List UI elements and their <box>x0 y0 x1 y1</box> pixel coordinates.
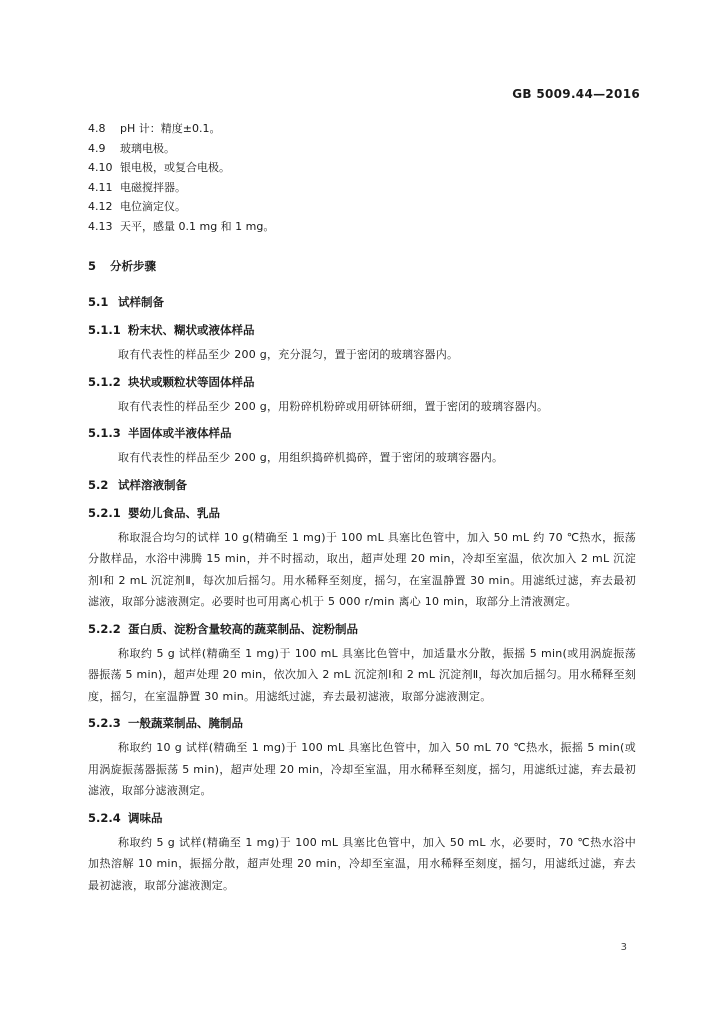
list-item <box>88 139 636 159</box>
section-number: 5 <box>88 259 97 273</box>
item-text: 银电极，或复合电极。 <box>120 161 230 174</box>
list-item <box>88 197 636 217</box>
section-number: 5.2.2 <box>88 621 121 636</box>
section-number: 5.1 <box>88 295 109 309</box>
standard-number: GB 5009.44—2016 <box>512 87 640 101</box>
paragraph: 称取混合均匀的试样 10 g(精确至 1 mg)于 100 mL 具塞比色管中，加入 50 mL 约 70 ℃热水，振荡分散样品，水浴中沸腾 15 min，并不时摇动，取出，超声处理 20 min，冷却至室温，依次加入 2 mL 沉淀剂Ⅰ和 2 mL 沉淀剂Ⅱ，每次加后摇匀。用水稀释至刻度，摇匀，在室温静置 30 min。用滤纸过滤，弃去最初滤液，取部分滤液测定。必要时也可用离心机于 5 000 r/min 离心 10 min，取部分上清液测定。 <box>88 530 636 608</box>
list-item <box>88 178 636 198</box>
section-heading-5-1-3 <box>88 425 636 441</box>
item-text: 玻璃电极。 <box>120 141 175 155</box>
item-number: 4.8 <box>88 122 106 135</box>
section-title: 试样制备 <box>118 295 164 309</box>
section-heading-5-1-1 <box>88 322 636 338</box>
section-title: 调味品 <box>128 810 163 825</box>
section-number: 5.2.3 <box>88 716 121 730</box>
section-heading-5-2-3 <box>88 715 636 731</box>
paragraph: 取有代表性的样品至少 200 g，用粉碎机粉碎或用研钵研细，置于密闭的玻璃容器内。 <box>118 399 549 413</box>
item-number: 4.9 <box>88 141 106 155</box>
item-number: 4.10 <box>88 161 113 174</box>
section-title: 婴幼儿食品、乳品 <box>128 505 220 520</box>
paragraph: 称取约 10 g 试样(精确至 1 mg)于 100 mL 具塞比色管中，加入 50 mL 70 ℃热水，振摇 5 min(或用涡旋振荡器振荡 5 min)，超声处理 20 min，冷却至室温，用水稀释至刻度，摇匀，用滤纸过滤，弃去最初滤液，取部分滤液测定。 <box>88 741 636 797</box>
list-item <box>88 158 636 178</box>
section-heading-5-2 <box>88 477 636 493</box>
section-title: 分析步骤 <box>110 259 156 273</box>
section-title: 蛋白质、淀粉含量较高的蔬菜制品、淀粉制品 <box>128 621 358 636</box>
paragraph: 取有代表性的样品至少 200 g，充分混匀，置于密闭的玻璃容器内。 <box>118 348 459 361</box>
section-number: 5.2.1 <box>88 505 121 520</box>
item-text: 电位滴定仪。 <box>120 200 186 213</box>
section-heading-5-1-2 <box>88 374 636 390</box>
section-heading-5 <box>88 258 636 274</box>
section-heading-5-2-1 <box>88 505 636 521</box>
item-text: 电磁搅拌器。 <box>120 180 186 194</box>
page-number: 3 <box>620 942 627 953</box>
item-text: pH 计：精度±0.1。 <box>120 122 221 135</box>
section-heading-5-1 <box>88 294 636 310</box>
document-body <box>88 119 636 896</box>
section-heading-5-2-4 <box>88 810 636 826</box>
section-title: 块状或颗粒状等固体样品 <box>128 374 255 389</box>
section-title: 一般蔬菜制品、腌制品 <box>128 716 243 730</box>
item-number: 4.11 <box>88 180 113 194</box>
section-number: 5.1.1 <box>88 323 121 337</box>
paragraph: 取有代表性的样品至少 200 g，用组织捣碎机捣碎，置于密闭的玻璃容器内。 <box>118 451 504 464</box>
item-number: 4.12 <box>88 200 113 213</box>
section-number: 5.2.4 <box>88 810 121 825</box>
section-number: 5.1.3 <box>88 426 121 440</box>
section-title: 试样溶液制备 <box>118 477 187 492</box>
section-heading-5-2-2 <box>88 621 636 637</box>
section-title: 粉末状、糊状或液体样品 <box>128 323 255 337</box>
paragraph: 称取约 5 g 试样(精确至 1 mg)于 100 mL 具塞比色管中，加入 50 mL 水，必要时，70 ℃热水浴中加热溶解 10 min，振摇分散，超声处理 20 min，冷却至室温，用水稀释至刻度，摇匀，用滤纸过滤，弃去最初滤液，取部分滤液测定。 <box>88 835 636 892</box>
section-number: 5.1.2 <box>88 374 121 389</box>
item-text: 天平，感量 0.1 mg 和 1 mg。 <box>120 219 275 233</box>
section-number: 5.2 <box>88 477 109 492</box>
paragraph: 称取约 5 g 试样(精确至 1 mg)于 100 mL 具塞比色管中，加适量水分散，振摇 5 min(或用涡旋振荡器振荡 5 min)，超声处理 20 min，依次加入 2 mL 沉淀剂Ⅰ和 2 mL 沉淀剂Ⅱ，每次加后摇匀。用水稀释至刻度，摇匀，在室温静置 30 min。用滤纸过滤，弃去最初滤液，取部分滤液测定。 <box>88 646 636 703</box>
section-title: 半固体或半液体样品 <box>128 426 232 440</box>
item-number: 4.13 <box>88 219 113 233</box>
list-item <box>88 119 636 139</box>
list-item <box>88 217 636 237</box>
